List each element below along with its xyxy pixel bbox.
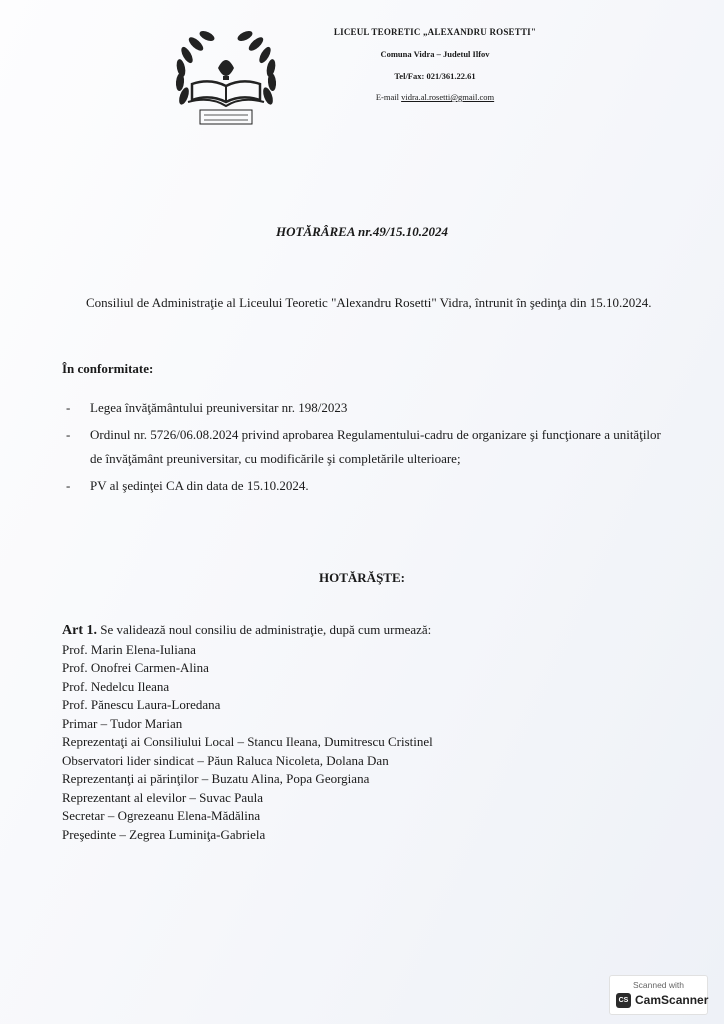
article-1-intro [62,621,682,641]
camscanner-name: CamScanner [635,993,709,1007]
intro-paragraph: Consiliul de Administraţie al Liceului Teoretic "Alexandru Rosetti" Vidra, întrunit în şedinţa din 15.10.2024. [86,295,652,310]
member-item: Observatori lider sindicat – Păun Raluca Nicoleta, Dolana Dan [62,752,389,768]
school-name: LICEUL TEORETIC „ALEXANDRU ROSETTI" [333,27,537,37]
email-label: E-mail [375,92,399,102]
dash-icon: - [66,400,71,415]
list-item: - Ordinul nr. 5726/06.08.2024 privind aprobarea Regulamentului-cadru de organizare şi funcţionare a unităţilor de învăţământ preuniversitar, cu modificările şi completările ulterioare; [62,423,662,471]
decision-title: HOTĂRÂREA nr.49/15.10.2024 [276,224,448,239]
school-email [300,93,570,102]
member-item: Reprezentant al elevilor – Suvac Paula [62,789,264,805]
school-locality: Comuna Vidra – Judetul Ilfov [380,49,490,59]
camscanner-watermark [609,975,708,1015]
member-item: Secretar – Ogrezeanu Elena-Mădălina [62,808,261,823]
scanned-with-label: Scanned with [632,980,685,990]
member-item: Prof. Onofrei Carmen-Alina [62,660,209,675]
member-item: Reprezentanţi ai părinţilor – Buzatu Alina, Popa Georgiana [62,771,370,786]
dash-icon: - [66,427,71,442]
school-phone: Tel/Fax: 021/361.22.61 [394,70,476,81]
member-item: Reprezentaţi ai Consiliului Local – Stancu Ileana, Dumitrescu Cristinel [62,734,433,749]
member-item: Preşedinte – Zegrea Luminiţa-Gabriela [62,826,266,842]
member-item: Prof. Marin Elena-Iuliana [62,641,196,657]
school-crest-icon [170,22,282,130]
camscanner-logo-icon: CS [616,993,631,1008]
article-1 [62,621,682,844]
email-link[interactable]: vidra.al.rosetti@gmail.com [401,92,495,102]
article-text: Se validează noul consiliu de administraţie, după cum urmează: [100,622,432,637]
conformity-list [62,396,662,501]
member-item: Prof. Nedelcu Ileana [62,678,170,694]
article-number: Art 1. [62,623,97,638]
school-header [300,28,570,115]
decides-heading: HOTĂRĂŞTE: [319,570,405,585]
list-item: - Legea învăţământului preuniversitar nr. 198/2023 [62,396,662,420]
member-item: Primar – Tudor Marian [62,715,183,731]
conformity-heading: În conformitate: [62,361,154,376]
list-item: - PV al şedinţei CA din data de 15.10.2024. [62,474,662,498]
dash-icon: - [66,478,71,493]
member-item: Prof. Pănescu Laura-Loredana [62,697,221,712]
